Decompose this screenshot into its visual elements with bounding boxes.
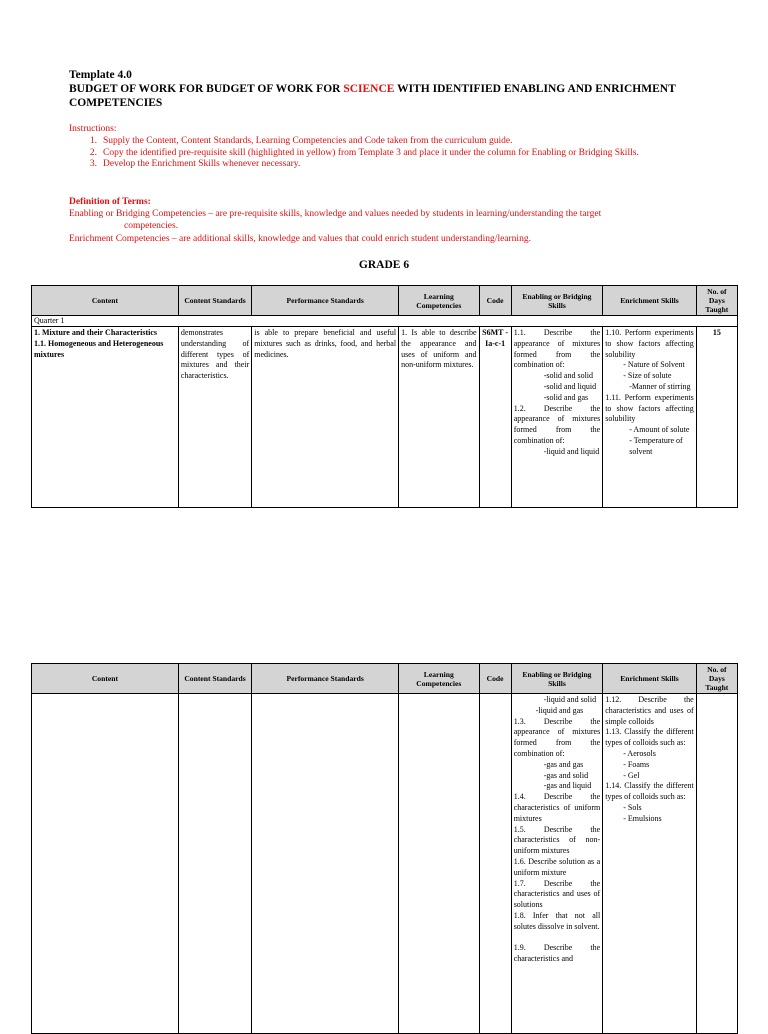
instruction-number: 2. bbox=[89, 147, 97, 158]
title-part2: WITH IDENTIFIED ENABLING AND ENRICHMENT COMPETENCIES bbox=[69, 83, 676, 109]
skill-item: 1.10. Perform experiments to show factors affecting solubility bbox=[605, 328, 694, 359]
instruction-text: Supply the Content, Content Standards, Learning Competencies and Code taken from the curriculum guide. bbox=[103, 136, 513, 146]
grade-heading: GRADE 6 bbox=[358, 259, 410, 271]
code-cell bbox=[479, 694, 511, 1034]
header-days-taught: No. of Days Taught bbox=[696, 286, 737, 316]
skill-item: - Size of solute bbox=[623, 371, 672, 381]
skill-item: -gas and gas bbox=[543, 759, 584, 769]
skill-item: - Foams bbox=[623, 759, 650, 769]
enabling-skills-cell bbox=[511, 327, 603, 508]
skill-item: - Nature of Solvent bbox=[623, 360, 685, 370]
enrichment-skills-cell bbox=[603, 694, 697, 1034]
definitions-label: Definition of Terms: bbox=[69, 197, 151, 207]
quarter-row bbox=[32, 316, 738, 327]
header-enabling-skills: Enabling or Bridging Skills bbox=[511, 664, 603, 694]
enabling-skills-cell bbox=[511, 694, 603, 1034]
skill-item: -gas and liquid bbox=[543, 781, 592, 791]
skill-item: -Manner of stirring bbox=[629, 381, 691, 391]
content-cell bbox=[32, 327, 179, 508]
skill-item: -solid and liquid bbox=[543, 381, 597, 391]
template-label: Template 4.0 bbox=[69, 69, 132, 81]
skill-item: 1.12. Describe the characteristics and uses of simple colloids bbox=[605, 695, 694, 726]
skill-item: 1.5. Describe the characteristics of non-uniform mixtures bbox=[513, 824, 601, 856]
skill-item: - Aerosols bbox=[623, 748, 656, 758]
header-content: Content bbox=[32, 286, 179, 316]
definition-enabling-text: Enabling or Bridging Competencies – are pre-requisite skills, knowledge and values needed by students in learning/understanding the target bbox=[69, 209, 602, 219]
enrichment-skills-cell bbox=[603, 327, 697, 508]
header-performance-standards: Performance Standards bbox=[252, 664, 399, 694]
title-part1: BUDGET OF WORK FOR BUDGET OF WORK FOR bbox=[69, 83, 344, 95]
table-header-row bbox=[32, 286, 738, 316]
skill-item: -solid and gas bbox=[543, 392, 589, 402]
skill-item: -solid and solid bbox=[543, 371, 594, 381]
skill-item: 1.4. Describe the characteristics of uniform mixtures bbox=[513, 792, 601, 823]
title-subject: SCIENCE bbox=[343, 83, 395, 95]
skill-item: 1.13. Classify the different types of colloids such as: bbox=[605, 727, 694, 748]
performance-standards-cell bbox=[252, 694, 399, 1034]
instruction-text: Develop the Enrichment Skills whenever necessary. bbox=[103, 159, 301, 169]
instruction-number: 1. bbox=[89, 136, 97, 146]
header-enrichment-skills: Enrichment Skills bbox=[603, 286, 697, 316]
learning-competencies-cell: 1. Is able to describe the appearance and uses of uniform and non-uniform mixtures. bbox=[399, 327, 479, 508]
instructions-list bbox=[69, 136, 709, 171]
skill-item: 1.9. Describe the characteristics and bbox=[513, 943, 601, 964]
header-code: Code bbox=[479, 664, 511, 694]
content-standards-cell bbox=[178, 694, 251, 1034]
skill-item: 1.11. Perform experiments to show factors affecting solubility bbox=[605, 392, 694, 424]
header-learning-competencies: Learning Competencies bbox=[399, 664, 479, 694]
instructions-label: Instructions: bbox=[69, 124, 117, 134]
instruction-item bbox=[69, 148, 709, 160]
skill-item: - Temperature of solvent bbox=[629, 435, 683, 456]
days-cell: 15 bbox=[696, 327, 737, 508]
skill-item: 1.8. Infer that not all solutes dissolve in solvent. bbox=[513, 910, 601, 931]
content-topic: 1. Mixture and their Characteristics bbox=[34, 328, 158, 337]
learning-competencies-cell bbox=[399, 694, 479, 1034]
budget-table-2 bbox=[31, 663, 738, 1034]
definition-enabling bbox=[69, 209, 699, 232]
definition-enabling-continuation: competencies. bbox=[124, 220, 179, 231]
skill-item: 1.2. Describe the appearance of mixtures formed from the combination of: bbox=[513, 403, 601, 445]
table-row bbox=[32, 327, 738, 508]
quarter-label: Quarter 1 bbox=[32, 316, 738, 327]
header-enabling-skills: Enabling or Bridging Skills bbox=[511, 286, 603, 316]
definition-enrichment: Enrichment Competencies – are additional skills, knowledge and values that could enrich student understanding/learning. bbox=[69, 234, 531, 244]
instruction-text: Copy the identified pre-requisite skill (highlighted in yellow) from Template 3 and place it under the column for Enabling or Bridging Skills. bbox=[103, 147, 639, 158]
skill-item: - Sols bbox=[623, 802, 642, 812]
skill-item: -liquid and solid bbox=[543, 695, 597, 704]
budget-table-1 bbox=[31, 285, 738, 508]
skill-item: - Amount of solute bbox=[629, 425, 690, 435]
skill-item: 1.7. Describe the characteristics and uses of solutions bbox=[513, 878, 601, 910]
header-content-standards: Content Standards bbox=[178, 286, 251, 316]
skill-item: -gas and solid bbox=[543, 770, 589, 780]
header-days-taught: No. of Days Taught bbox=[696, 664, 737, 694]
skill-item: - Gel bbox=[623, 770, 640, 780]
document-title bbox=[69, 82, 709, 110]
skill-item: 1.6. Describe solution as a uniform mixture bbox=[513, 856, 601, 877]
content-cell bbox=[32, 694, 179, 1034]
skill-item: -liquid and gas bbox=[535, 705, 584, 715]
skill-item bbox=[514, 933, 601, 944]
header-content: Content bbox=[32, 664, 179, 694]
content-subtopic: 1.1. Homogeneous and Heterogeneous mixtures bbox=[34, 338, 164, 359]
skill-item: 1.3. Describe the appearance of mixtures formed from the combination of: bbox=[513, 716, 601, 758]
skill-item: 1.1. Describe the appearance of mixtures formed from the combination of: bbox=[513, 328, 601, 370]
table-row bbox=[32, 694, 738, 1034]
header-enrichment-skills: Enrichment Skills bbox=[603, 664, 697, 694]
header-code: Code bbox=[479, 286, 511, 316]
performance-standards-cell: is able to prepare beneficial and useful mixtures such as drinks, food, and herbal medicines. bbox=[252, 327, 399, 508]
table-header-row bbox=[32, 664, 738, 694]
header-learning-competencies: Learning Competencies bbox=[399, 286, 479, 316]
content-standards-cell: demonstrates understanding of different types of mixtures and their characteristics. bbox=[178, 327, 251, 508]
skill-item: -liquid and liquid bbox=[543, 446, 600, 456]
skill-item: - Emulsions bbox=[623, 813, 662, 823]
skill-item: 1.14. Classify the different types of colloids such as: bbox=[605, 781, 694, 802]
instruction-number: 3. bbox=[89, 159, 97, 169]
instruction-item bbox=[69, 159, 709, 171]
header-content-standards: Content Standards bbox=[178, 664, 251, 694]
instruction-item bbox=[69, 136, 709, 148]
days-cell bbox=[696, 694, 737, 1034]
code-cell: S6MT -Ia-c-1 bbox=[479, 327, 511, 508]
header-performance-standards: Performance Standards bbox=[252, 286, 399, 316]
